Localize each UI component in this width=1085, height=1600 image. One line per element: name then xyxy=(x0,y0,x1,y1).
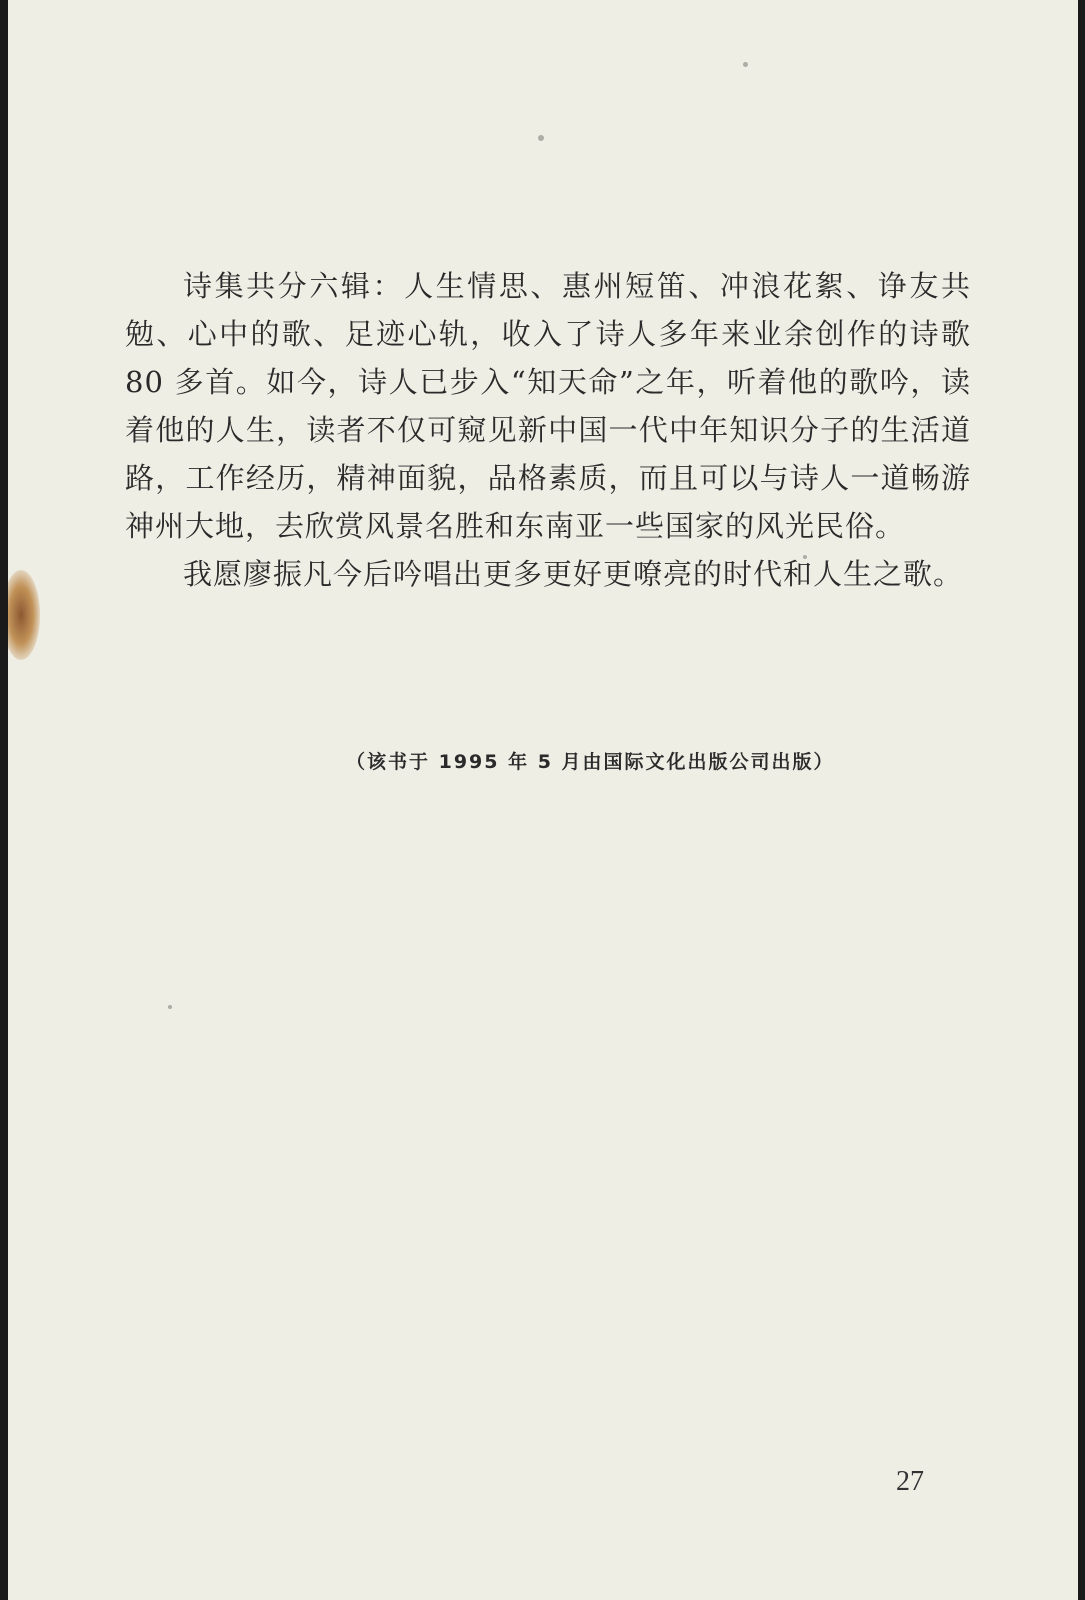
page-number: 27 xyxy=(896,1466,924,1497)
paragraph: 诗集共分六辑：人生情思、惠州短笛、冲浪花絮、诤友共勉、心中的歌、足迹心轨，收入了诗人多年来业余创作的诗歌 80 多首。如今，诗人已步入“知天命”之年，听着他的歌吟，读着他的人生，读者不仅可窥见新中国一代中年知识分子的生活道路，工作经历，精神面貌，品格素质，而且可以与诗人一道畅游神州大地，去欣赏风景名胜和东南亚一些国家的风光民俗。 xyxy=(125,269,971,543)
body-text xyxy=(125,262,971,598)
book-page xyxy=(8,0,1078,1600)
paper-speck xyxy=(168,1005,172,1009)
publication-note: （该书于 1995 年 5 月由国际文化出版公司出版） xyxy=(346,751,835,773)
page-stain xyxy=(8,570,40,660)
paragraph: 我愿廖振凡今后吟唱出更多更好更嘹亮的时代和人生之歌。 xyxy=(183,557,964,591)
paper-speck xyxy=(743,62,748,67)
paper-speck xyxy=(538,135,544,141)
